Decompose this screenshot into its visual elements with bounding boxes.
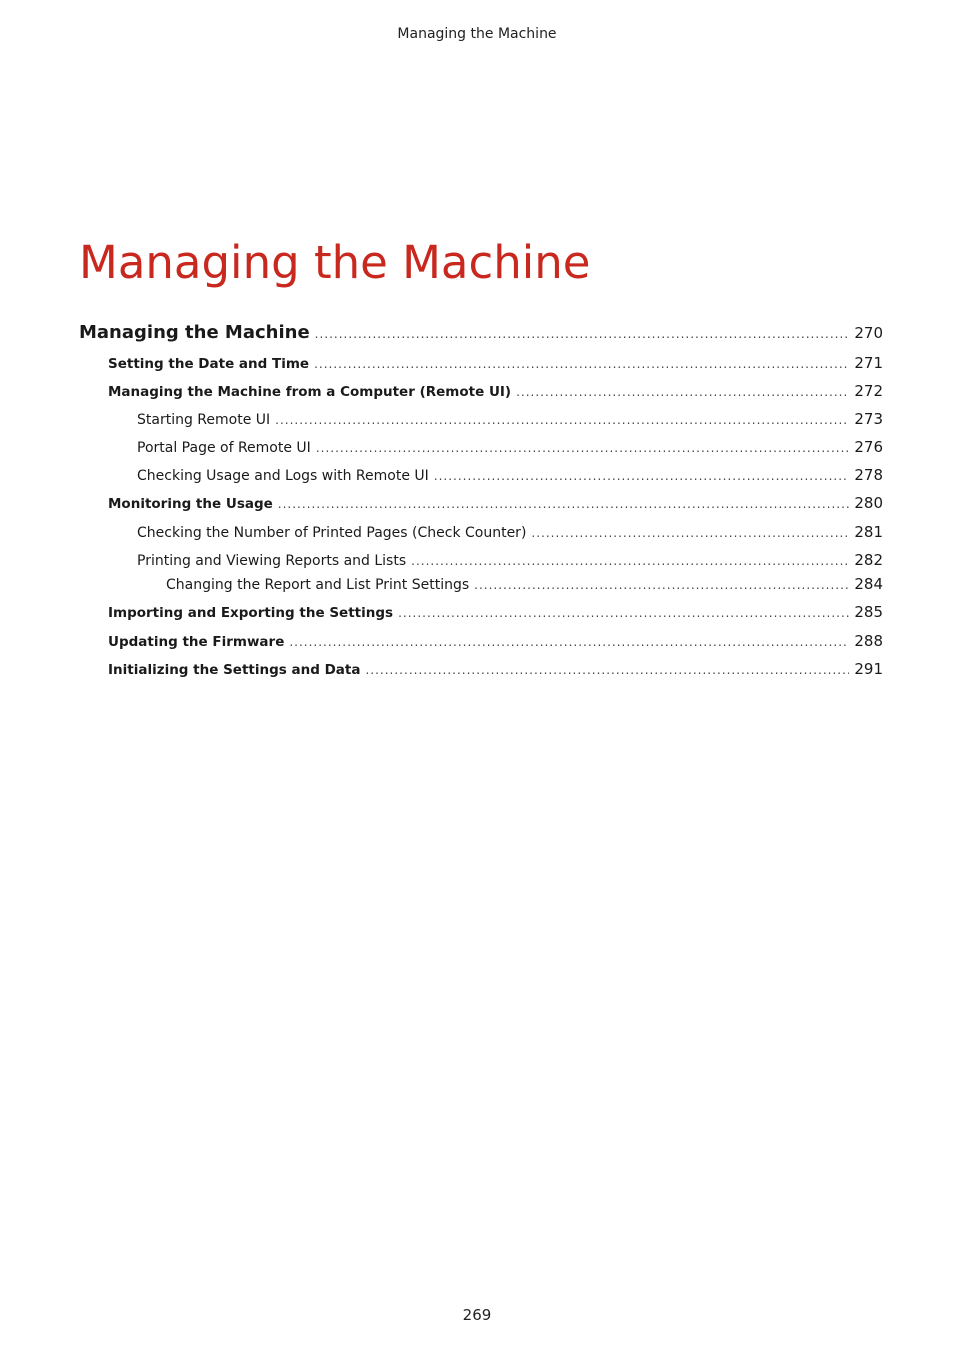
toc-entry-label: Monitoring the Usage [108,496,273,512]
toc-entry[interactable] [108,632,883,650]
toc-entry-page: 285 [854,603,883,621]
toc-entry[interactable] [108,660,883,678]
toc-entry-page: 272 [854,382,883,400]
toc-entry[interactable] [137,523,883,541]
toc-entry-page: 281 [854,523,883,541]
dot-leader [275,413,849,427]
toc-entry-label: Changing the Report and List Print Settings [166,577,470,593]
dot-leader [516,385,849,399]
toc-entry-label: Updating the Firmware [108,634,285,650]
toc-entry-label: Portal Page of Remote UI [137,440,311,456]
toc-entry-label: Managing the Machine [79,322,310,343]
dot-leader [411,554,849,568]
toc-entry[interactable] [137,438,883,456]
toc-entry-label: Setting the Date and Time [108,356,310,372]
page-number: 269 [462,1306,492,1324]
toc-entry-label: Initializing the Settings and Data [108,662,361,678]
toc-entry-label: Starting Remote UI [137,412,271,428]
toc-entry-page: 291 [854,660,883,678]
toc-entry[interactable] [108,382,883,400]
dot-leader [531,526,849,540]
chapter-title: Managing the Machine [79,236,591,289]
toc-entry-label: Printing and Viewing Reports and Lists [137,553,407,569]
toc-entry[interactable] [137,466,883,484]
toc-entry-page: 270 [854,324,883,342]
toc-entry-page: 280 [854,494,883,512]
toc-entry-page: 273 [854,410,883,428]
dot-leader [316,441,850,455]
toc-entry-page: 276 [854,438,883,456]
toc-entry-page: 282 [854,551,883,569]
dot-leader [474,578,849,592]
toc-entry[interactable] [108,494,883,512]
toc-entry-label: Managing the Machine from a Computer (Remote UI) [108,384,512,400]
toc-entry-label: Checking Usage and Logs with Remote UI [137,468,429,484]
dot-leader [314,357,849,371]
toc-entry-page: 278 [854,466,883,484]
dot-leader [365,663,849,677]
toc-entry-page: 288 [854,632,883,650]
dot-leader [315,327,850,341]
toc-entry-label: Checking the Number of Printed Pages (Check Counter) [137,525,527,541]
dot-leader [289,635,849,649]
running-header: Managing the Machine [397,26,557,42]
toc-entry-page: 271 [854,354,883,372]
toc-entry[interactable] [137,551,883,569]
toc-entry[interactable] [108,354,883,372]
toc-entry[interactable] [108,603,883,621]
dot-leader [434,469,850,483]
toc-entry[interactable] [166,575,883,593]
toc-entry-label: Importing and Exporting the Settings [108,605,394,621]
dot-leader [278,497,850,511]
toc-entry[interactable] [137,410,883,428]
toc-entry-page: 284 [854,575,883,593]
dot-leader [398,606,849,620]
toc-entry[interactable] [79,322,883,343]
